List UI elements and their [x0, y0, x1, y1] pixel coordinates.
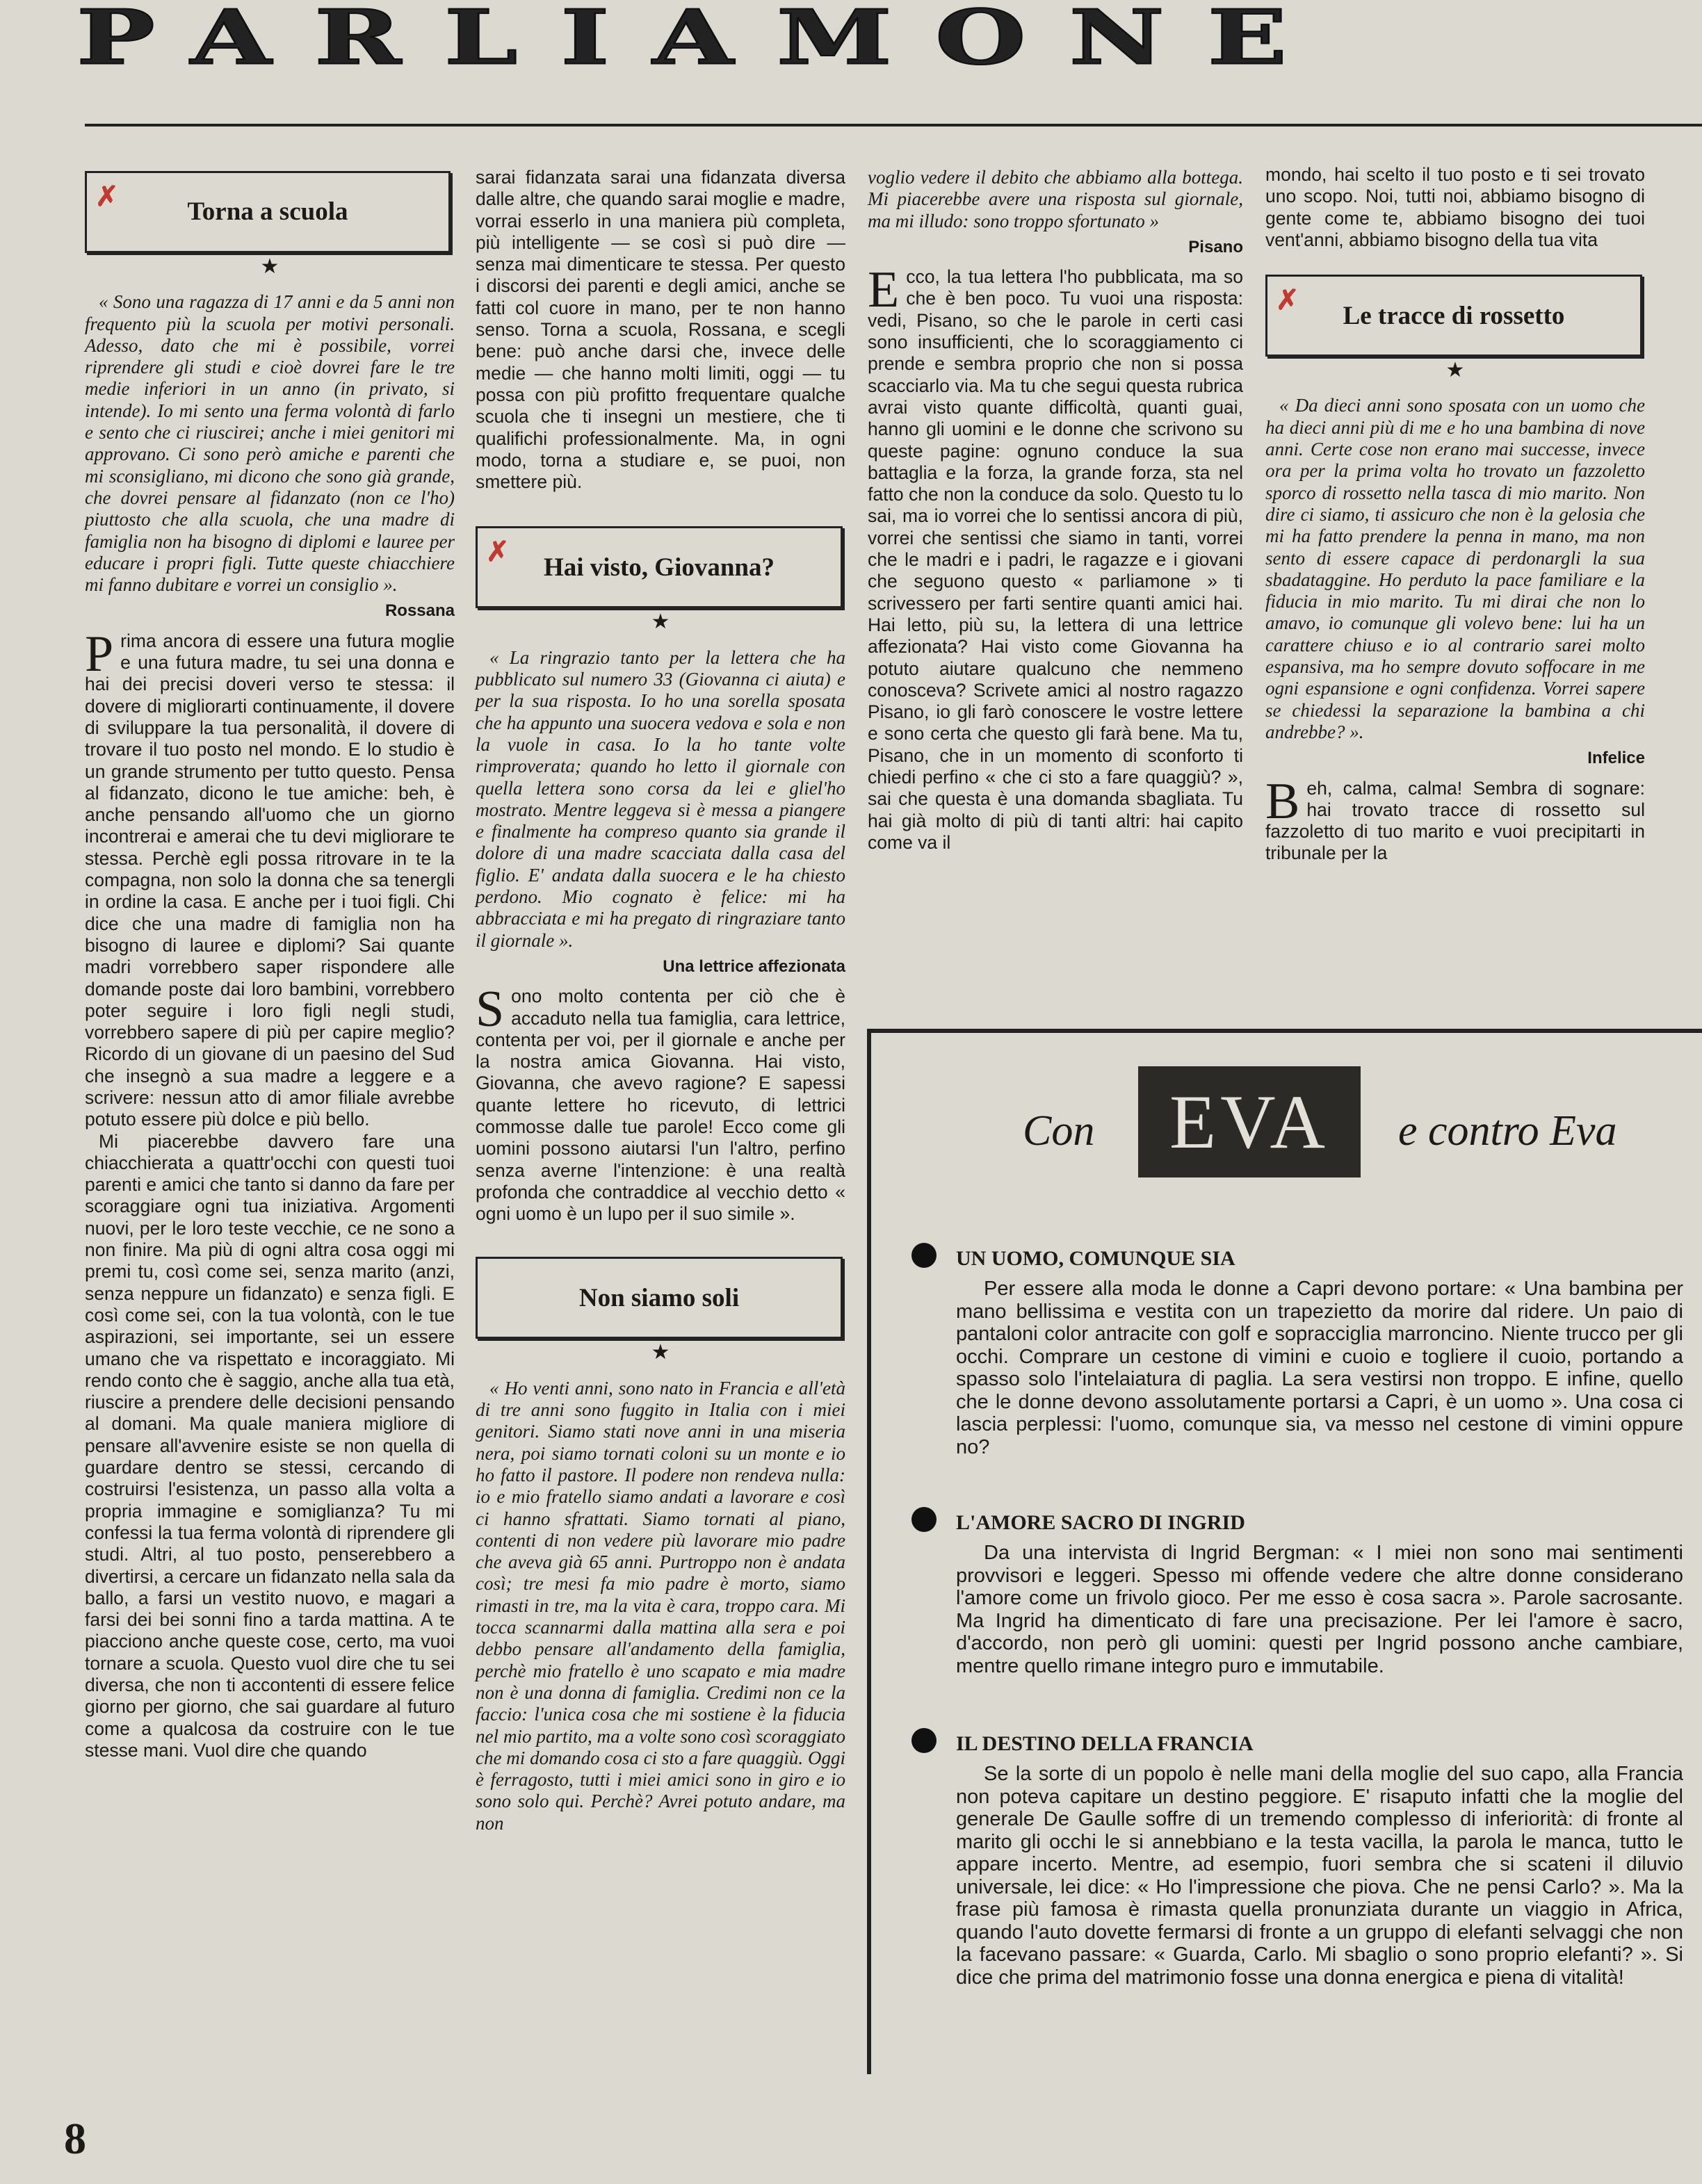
column-4 [1265, 164, 1645, 865]
title-eva-block: EVA [1138, 1066, 1361, 1177]
reply-paragraph: Sono molto contenta per ciò che è accaduto nella tua famiglia, cara lettrice, contenta per voi, per il giornale e anche per la nostra amica Giovanna. Hai visto, Giovanna, che avevo ragione? E sapessi quante lettere ho ricevuto, di lettrici commosse dalle tue parole! Ecco come gli uomini possono aiutarsi l'un l'altro, perfino senza averne l'intenzione: è una realtà profonda che contraddice al vecchio detto « ogni uomo è un lupo per il suo simile ». [476, 981, 845, 1225]
item-heading: UN UOMO, COMUNQUE SIA [911, 1247, 1683, 1271]
letter-signature: Una lettrice affezionata [663, 956, 845, 976]
reply-continuation: sarai fidanzata sarai una fidanzata diversa dalle altre, che quando sarai moglie e madre, vorrai esserlo in una maniera più completa, più intelligente — se così si può dire — senza mai dimenticare te stessa. Per questo i discorsi dei parenti e degli amici, anche se fatti col cuore in mano, per te non hanno senso. Torna a scuola, Rossana, e scegli bene: può anche darsi che, invece delle medie — che hanno molti limiti, oggi — tu possa con più profitto frequentare qualche scuola che ti insegni un mestiere, che ti qualifichi professionalmente. Ma, in ogni modo, torna a studiare e, se puoi, non smettere più. [476, 167, 845, 493]
reader-letter: « Da dieci anni sono sposata con un uomo che ha dieci anni più di me e ho una bambina di nove anni. Certe cose non erano mai successe, invece ora per la prima volta ho trovato un fazzoletto sporco di rossetto nella tasca di mio marito. Non dire ci siamo, ti assicuro che non è la gelosia che mi ha fatto prendere la penna in mano, ma non sento di essere capace di perdonargli la sua sbadataggine. Ho perduto la pace familiare e la fiducia in mio marito. Tu mi dirai che non lo amavo, io comunque gli volevo bene: lui ha un carattere chiuso e io al contrario sarei molto espansiva, ma ho sempre dovuto soffocare in me ogni espansione e ogni confidenza. Vorrei sapere se chiedessi la separazione la bambina a chi andrebbe? ». [1265, 395, 1645, 742]
bullet-dot-icon [911, 1507, 937, 1532]
section-title: Non siamo soli [578, 1283, 740, 1312]
eva-item-2 [911, 1511, 1683, 1677]
star-icon: ★ [651, 610, 670, 634]
eva-item-1 [911, 1247, 1683, 1458]
letter-continuation: voglio vedere il debito che abbiamo alla bottega. Mi piacerebbe avere una risposta sul giornale, ma mi illudo: sono troppo sfortunato » [868, 167, 1243, 231]
column-1 [85, 171, 455, 1761]
bullet-dot-icon [911, 1243, 937, 1268]
page-number: 8 [64, 2114, 86, 2163]
title-contro-eva: e contro Eva [1398, 1107, 1617, 1155]
masthead-rule [85, 124, 1702, 127]
reply-paragraph-2: Mi piacerebbe davvero fare una chiacchierata a quattr'occhi con questi tuoi parenti e amici che tanto si danno da fare per scoraggiare ogni tua iniziativa. Argomenti nuovi, per le loro teste vecchie, ce ne sono a non finire. Ma più di ogni altra cosa oggi mi premi tu, così come sei, senza marito (anzi, senza neppure un fidanzato) e senza figli. E così come sei, con la tua volontà, con le tue aspirazioni, sei importante, sei un essere umano che va rispettato e incoraggiato. Mi rendo conto che è saggio, anche alla tua età, riuscire a prendere delle decisioni pensando al domani. Ma quale maniera migliore di pensare all'avvenire esiste se non quella di guardare dentro se stessi, cercando di costruirsi l'esistenza, un passo alla volta a propria immagine e somiglianza? Tu mi confessi la tua ferma volontà di riprendere gli studi. Altri, al tuo posto, penserebbero a divertirsi, a cercare un fidanzato nella sala da ballo, a farsi un vestito nuovo, e magari a farsi dei bei sonni fino a tarda mattina. A te piacciono anche queste cose, certo, ma vuoi tornare a scuola. Questo vuol dire che tu sei diversa, che non ti accontenti di essere felice giorno per giorno, che sai guardare al futuro come a qualcosa da costruire con le tue stesse mani. Vuol dire che quando [85, 1130, 455, 1761]
letter-signature: Pisano [1188, 237, 1243, 256]
section-box-non-siamo-soli [476, 1257, 843, 1339]
reader-letter: « La ringrazio tanto per la lettera che ha pubblicato sul numero 33 (Giovanna ci aiuta) e per la sua risposta. Io ho una sorella sposata che ha appunto una suocera vedova e sola e non la vuole in casa. Io la ho tante volte rimproverata; quando ho letto il giornale con quella lettera sono corsa da lei e gliel'ho mostrato. Mentre leggeva si è messa a piangere e finalmente ha compreso quanto sia grande il dolore di una madre scacciata dalla casa del figlio. E' andata dalla suocera e le ha chiesto perdono. Mio cognato è felice: mi ha abbracciata e mi ha pregato di ringraziare tanto il giornale ». [476, 646, 845, 951]
reply-continuation: mondo, hai scelto il tuo posto e ti sei trovato uno scopo. Noi, tutti noi, abbiamo bisogno di gente come te, abbiamo bisogno dei tuoi vent'anni, abbiamo bisogno della tua vita [1265, 164, 1645, 250]
reader-letter-2: « Ho venti anni, sono nato in Francia e all'età di tre anni sono fuggito in Italia con i miei genitori. Siamo stati nove anni in una miseria nera, poi siamo tornati coloni su un monte e io ho fatto il pastore. Il podere non rendeva nulla: io e mio fratello siamo andati a lavorare e così ci hanno sfrattati. Siamo tornati al piano, contenti di non vedere più lavorare mio padre che aveva già 65 anni. Purtroppo non è andata così; tre mesi fa mio padre è morto, siamo rimasti in tre, ma la vita è cara, troppo cara. Mi tocca scannarmi dalla mattina alla sera e poi debbo pensare all'andamento della famiglia, perchè mio fratello è uno scapato e mia madre non è una donna di famiglia. Credimi non ce la faccio: l'unica cosa che mi sostiene è la fiducia nel mio partito, ma a volte sono così scoraggiato che mi domando cosa ci sto a fare quaggiù. Oggi è ferragosto, tutti i miei amici sono in giro e io sono solo qui. Perchè? Avrei potuto andare, ma non [476, 1377, 845, 1834]
check-mark-icon: ✗ [486, 536, 510, 568]
check-mark-icon: ✗ [95, 181, 119, 212]
reply-paragraph: Beh, calma, calma! Sembra di sognare: hai trovato tracce di rossetto sul fazzoletto di tuo marito e vuoi precipitarti in tribunale per la [1265, 772, 1645, 864]
column-2 [476, 167, 845, 1834]
item-body: Se la sorte di un popolo è nelle mani della moglie del suo capo, alla Francia non poteva capitare un destino peggiore. E' risaputo infatti che la moglie del generale De Gaulle soffre di un tremendo complesso di inferiorità: di fronte al marito gli occhi le si annebbiano e la testa vacilla, la parola le manca, tutto le appare incerto. Mentre, ad esempio, fuori sembra che si scateni il diluvio universale, lei dice: « Ho l'impressione che piova. Che ne pensi Carlo? ». Ma la frase più famosa è rimasta quella pronunziata durante un viaggio in Africa, quando l'auto dovette fermarsi di fronte a un gruppo di elefanti selvaggi che non la facevano passare: « Guarda, Carlo. Mi sbaglio o sono proprio elefanti? ». Si dice che prima del matrimonio fosse una donna energica e piena di vitalità! [956, 1763, 1683, 1989]
title-con: Con [1023, 1107, 1095, 1155]
section-title: Torna a scuola [187, 197, 348, 227]
item-heading: L'AMORE SACRO DI INGRID [911, 1511, 1683, 1535]
drop-cap: E [868, 261, 900, 319]
eva-item-3 [911, 1732, 1683, 1989]
masthead-text: PARLIAMONE [76, 0, 1331, 82]
drop-cap: B [1265, 772, 1300, 830]
drop-cap: S [476, 981, 505, 1038]
section-box-le-tracce-di-rossetto [1265, 275, 1642, 357]
masthead-title [76, 0, 1676, 82]
item-heading: IL DESTINO DELLA FRANCIA [911, 1732, 1683, 1756]
item-body: Da una intervista di Ingrid Bergman: « I miei non sono mai sentimenti provvisori e leggeri. Spesso mi offende vedere che altre donne considerano l'amore come un frivolo gioco. Per me esso è cosa sacra ». Parole sacrosante. Ma Ingrid ha dimenticato di fare una precisazione. Per lei l'amore è sacro, d'accordo, non però gli uomini: questi per Ingrid possono anche cambiare, mentre quello rimane integro puro e immutabile. [956, 1542, 1683, 1677]
reply-paragraph: Prima ancora di essere una futura moglie e una futura madre, tu sei una donna e hai dei precisi doveri verso te stessa: il dovere di migliorarti continuamente, il dovere di sviluppare la tua personalità, il dovere di trovare il tuo posto nel mondo. E lo studio è un grande strumento per tutto questo. Pensa al fidanzato, dicono le tue amiche: beh, è anche pensando all'uomo che un giorno incontrerai e amerai che tu devi migliorare te stessa. Perchè egli possa ritrovare in te la compagna, non solo la donna che sa tenergli in ordine la casa. E anche per i tuoi figli. Chi dice che una madre di famiglia non ha bisogno di lauree e diplomi? Sai quante madri vorrebbero saper rispondere alle domande poste dai loro bambini, vorrebbero poter seguire i loro figli negli studi, vorrebbero sapere di più per capire meglio? Ricordo di un giovane di un paesino del Sud che insegnò a sua madre a leggere e a scrivere: nessun atto di amor filiale avrebbe potuto essere più dolce e più bello. [85, 625, 455, 1130]
drop-cap: P [85, 625, 114, 683]
bullet-dot-icon [911, 1728, 937, 1753]
letter-signature: Rossana [384, 601, 455, 621]
check-mark-icon: ✗ [1276, 284, 1299, 316]
reply-paragraph: Ecco, la tua lettera l'ho pubblicata, ma so che è ben poco. Tu vuoi una risposta: vedi, Pisano, so che le parole in certi casi sono insufficienti, che lo scoraggiamento ci prende e sembra proprio che non si possa scacciarlo via. Ma tu che segui questa rubrica avrai visto quante difficoltà, quanti guai, hanno gli uomini e le donne che scrivono su queste pagine: ognuno conduce la sua battaglia e la forza, la grande forza, sta nel fatto che non la conduce da solo. Questo tu lo sai, ma io vorrei che lo sentissi ancora di più, vorrei che sentissi che siamo in tanti, vorrei che le madri e i padri, le ragazze e i giovani che seguono questo « parliamone » ti scrivessero per farti sentire quanti amici hai. Hai letto, più su, la lettera di una lettrice affezionata? Hai visto come Giovanna ha potuto aiutare qualcuno che nemmeno conosceva? Scrivete amici al nostro ragazzo Pisano, io gli farò conoscere le vostre lettere e sono certa che questo gli farà bene. Ma tu, Pisano, che in un momento di sconforto ti chiedi perfino « che ci sto a fare quaggiù? », sai che questa è una domanda sbagliata. Tu hai già molto di più di tanti altri: hai capito come va il [868, 261, 1243, 853]
section-title: Hai visto, Giovanna? [543, 553, 775, 582]
star-icon: ★ [1445, 359, 1465, 382]
section-title: Le tracce di rossetto [1343, 301, 1565, 330]
section-box-torna-a-scuola [85, 171, 451, 253]
column-3 [868, 167, 1243, 854]
eva-feature-title [870, 1066, 1702, 1177]
reader-letter: « Sono una ragazza di 17 anni e da 5 anni non frequento più la scuola per motivi personali. Adesso, dato che mi è possibile, vorrei riprendere gli studi e cioè dovrei fare le tre medie inferiori in un anno (in privato, si intende). Io mi sento una ferma volontà di farlo e sento che ci riuscirei; anche i miei genitori mi approvano. Ci sono però amiche e parenti che mi sconsigliano, mi dicono che sono già grande, che dovrei pensare al fidanzato (non ce l'ho) piuttosto che alla scuola, che una madre di famiglia non ha bisogno di diplomi e lauree per educare i propri figli. Tutte queste chiacchiere mi fanno dubitare e vorrei un consiglio ». [85, 291, 455, 596]
section-box-hai-visto-giovanna [476, 526, 843, 608]
letter-signature: Infelice [1587, 749, 1645, 768]
eva-feature-box [867, 1029, 1702, 2074]
star-icon: ★ [260, 255, 279, 278]
item-body: Per essere alla moda le donne a Capri devono portare: « Una bambina per mano bellissima e vestita con un trapezietto da morire dal ridere. Un paio di pantaloni color antracite con golf e sopracciglia marroncino. Niente trucco per gli occhi. Comprare un cestone di vimini e cuoio e togliere il cuoio, portando a spasso solo l'intelaiatura di paglia. La sera vestirsi non troppo. E infine, quello che le donne devono assolutamente portarsi a Capri, è un uomo ». Una cosa ci lascia perplessi: l'uomo, comunque sia, va messo nel cestone di vimini oppure no? [956, 1278, 1683, 1458]
star-icon: ★ [651, 1341, 670, 1364]
